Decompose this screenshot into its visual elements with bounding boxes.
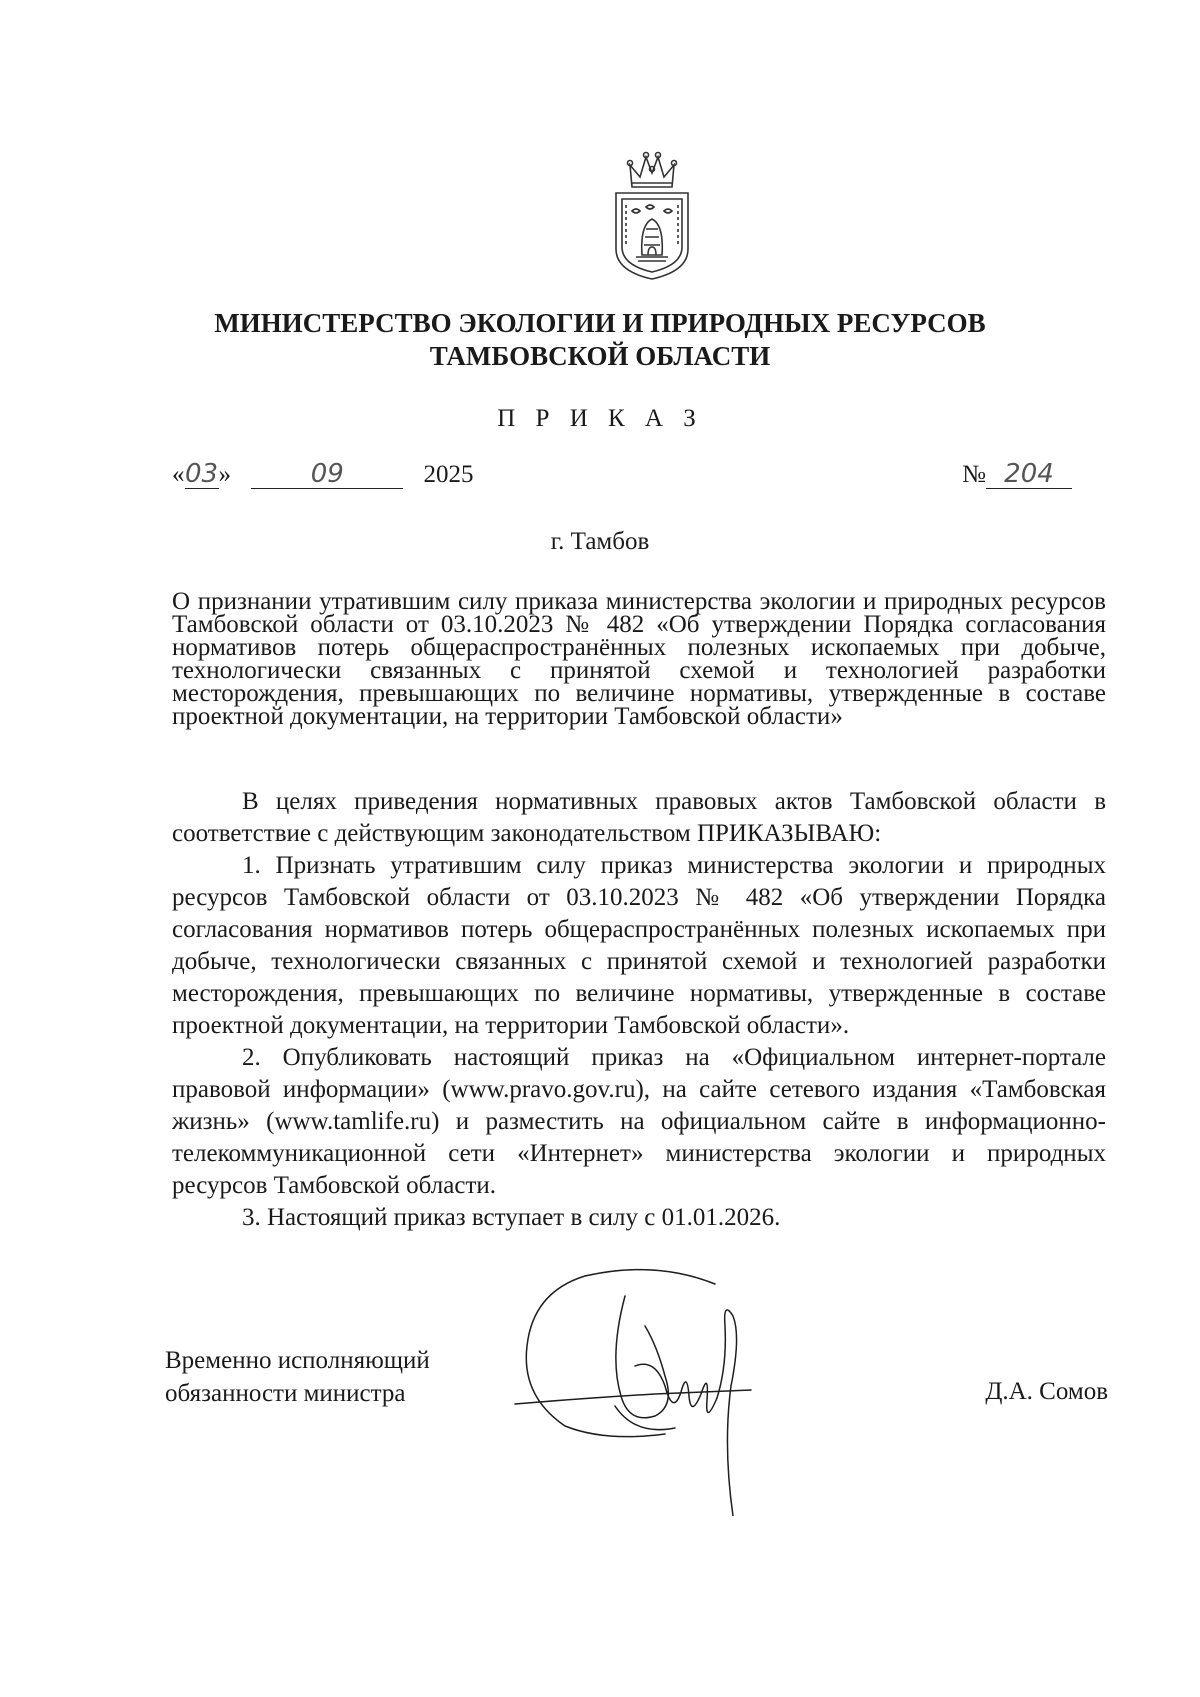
signature-icon <box>505 1266 785 1516</box>
order-body <box>172 786 1106 1234</box>
ministry-name-line-2: ТАМБОВСКОЙ ОБЛАСТИ <box>429 341 771 371</box>
date-open-quote: « <box>172 461 185 488</box>
number-value: 204 <box>986 460 1072 489</box>
number-sign: № <box>962 461 986 488</box>
date-month: 09 <box>251 460 403 489</box>
order-number <box>962 460 1072 489</box>
date-day: 03 <box>184 459 219 489</box>
order-date <box>172 460 474 489</box>
ministry-name <box>150 307 1050 373</box>
signer-name: Д.А. Сомов <box>985 1378 1108 1405</box>
ministry-name-line-1: МИНИСТЕРСТВО ЭКОЛОГИИ И ПРИРОДНЫХ РЕСУРСОВ <box>214 308 986 338</box>
coat-of-arms-icon <box>608 145 696 285</box>
preamble: В целях приведения нормативных правовых актов Тамбовской области в соответствие с действующим законодательством ПРИКАЗЫВАЮ: <box>172 788 1106 847</box>
order-item-3: 3. Настоящий приказ вступает в силу с 01.01.2026. <box>242 1204 781 1231</box>
document-type-title: П Р И К А З <box>497 405 703 432</box>
date-close-quote: » <box>218 461 231 488</box>
signer-title <box>165 1344 430 1410</box>
order-subject: О признании утратившим силу приказа министерства экологии и природных ресурсов Тамбовской области от 03.10.2023 № 482 «Об утверждении Порядка согласования нормативов потерь общераспространённых полезных ископаемых при добыче, технологически связанных с принятой схемой и технологией разработки месторождения, превышающих по величине нормативы, утвержденные в составе проектной документации, на территории Тамбовской области» <box>172 588 1106 730</box>
city: г. Тамбов <box>550 528 650 555</box>
order-item-1: 1. Признать утратившим силу приказ министерства экологии и природных ресурсов Тамбовской области от 03.10.2023 № 482 «Об утверждении Порядка согласования нормативов потерь общераспространённых полезных ископаемых при добыче, технологически связанных с принятой схемой и технологией разработки месторождения, превышающих по величине нормативы, утвержденные в составе проектной документации, на территории Тамбовской области». <box>172 852 1106 1039</box>
tambov-coat-of-arms-emblem <box>608 145 696 285</box>
date-year: 2025 <box>423 461 474 488</box>
signer-title-line-2: обязанности министра <box>165 1380 406 1407</box>
order-item-2: 2. Опубликовать настоящий приказ на «Официальном интернет-портале правовой информации» (www.pravo.gov.ru), на сайте сетевого издания «Тамбовская жизнь» (www.tamlife.ru) и разместить на официальном сайте в информационно-телекоммуникационной сети «Интернет» министерства экологии и природных ресурсов Тамбовской области. <box>172 1044 1106 1199</box>
handwritten-signature <box>505 1266 785 1516</box>
signer-title-line-1: Временно исполняющий <box>165 1347 430 1374</box>
